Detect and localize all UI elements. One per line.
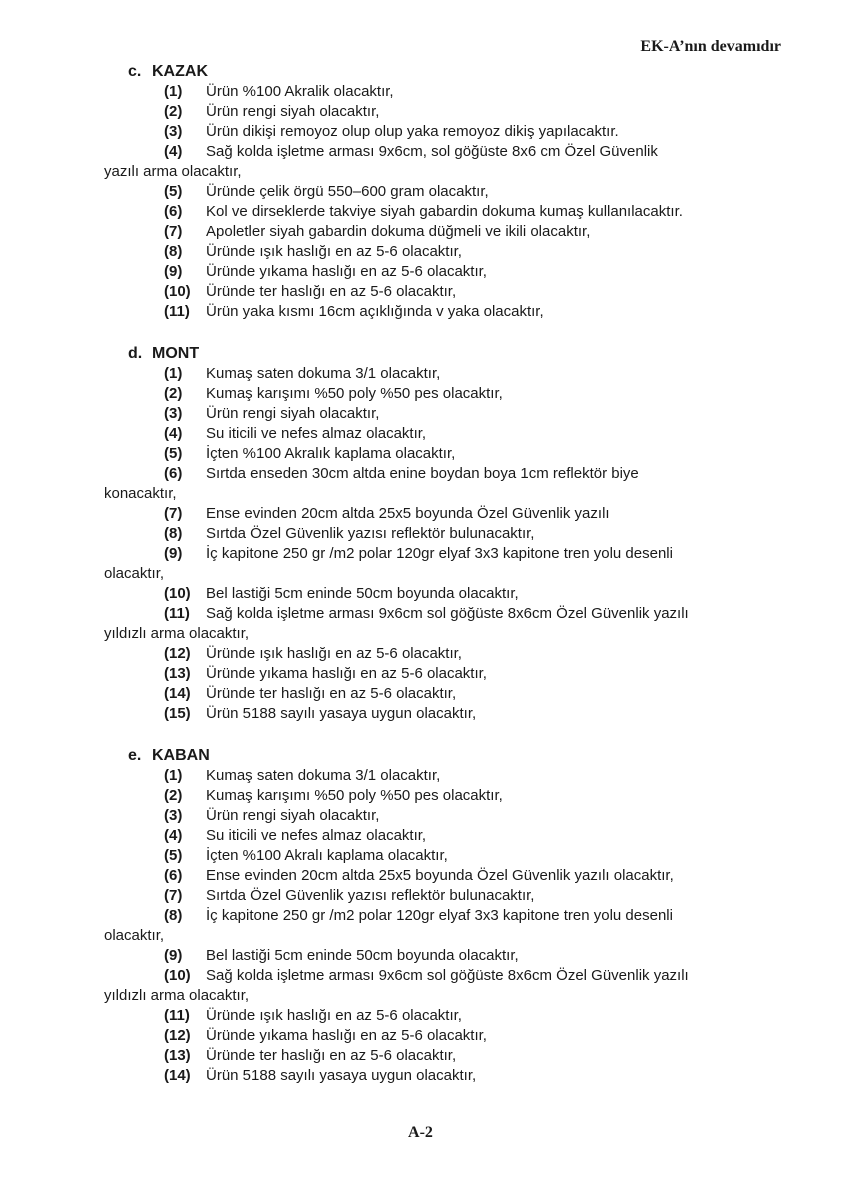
section-heading: KABAN bbox=[152, 747, 210, 764]
item-continuation: konacaktır, bbox=[104, 485, 177, 502]
page-number: A-2 bbox=[408, 1124, 433, 1141]
item-text: İçten %100 Akralık kaplama olacaktır, bbox=[206, 445, 456, 462]
item-number: (4) bbox=[164, 143, 183, 160]
item-text: Bel lastiği 5cm eninde 50cm boyunda olacaktır, bbox=[206, 585, 519, 602]
item-number: (5) bbox=[164, 183, 183, 200]
item-number: (3) bbox=[164, 123, 183, 140]
item-text: Bel lastiği 5cm eninde 50cm boyunda olacaktır, bbox=[206, 947, 519, 964]
item-text: Kumaş saten dokuma 3/1 olacaktır, bbox=[206, 767, 441, 784]
item-number: (9) bbox=[164, 263, 183, 280]
list-item bbox=[104, 604, 794, 644]
section-mont bbox=[104, 344, 794, 724]
list-item bbox=[104, 1006, 794, 1026]
item-text: Üründe ter haslığı en az 5-6 olacaktır, bbox=[206, 283, 457, 300]
section-letter: d. bbox=[128, 345, 143, 362]
list-item bbox=[104, 664, 794, 684]
item-number: (6) bbox=[164, 465, 183, 482]
item-number: (9) bbox=[164, 545, 183, 562]
item-number: (7) bbox=[164, 505, 183, 522]
item-text: Üründe yıkama haslığı en az 5-6 olacaktır, bbox=[206, 263, 487, 280]
item-number: (3) bbox=[164, 405, 183, 422]
item-number: (13) bbox=[164, 1047, 191, 1064]
page-header: EK-A’nın devamıdır bbox=[640, 38, 781, 55]
item-text: İçten %100 Akralı kaplama olacaktır, bbox=[206, 847, 448, 864]
document-body bbox=[104, 62, 794, 1108]
list-item bbox=[104, 966, 794, 1006]
list-item bbox=[104, 464, 794, 504]
item-number: (10) bbox=[164, 585, 191, 602]
item-number: (5) bbox=[164, 445, 183, 462]
section-heading: KAZAK bbox=[152, 63, 208, 80]
list-item bbox=[104, 142, 794, 182]
item-number: (10) bbox=[164, 967, 191, 984]
item-number: (6) bbox=[164, 867, 183, 884]
list-item bbox=[104, 282, 794, 302]
section-letter: c. bbox=[128, 63, 142, 80]
item-number: (9) bbox=[164, 947, 183, 964]
item-number: (3) bbox=[164, 807, 183, 824]
list-item bbox=[104, 1026, 794, 1046]
item-number: (1) bbox=[164, 767, 183, 784]
item-text: Ürün 5188 sayılı yasaya uygun olacaktır, bbox=[206, 1067, 477, 1084]
item-text: Üründe ter haslığı en az 5-6 olacaktır, bbox=[206, 1047, 457, 1064]
item-continuation: olacaktır, bbox=[104, 565, 165, 582]
list-item bbox=[104, 122, 794, 142]
item-number: (12) bbox=[164, 1027, 191, 1044]
list-item bbox=[104, 584, 794, 604]
item-continuation: yıldızlı arma olacaktır, bbox=[104, 625, 250, 642]
item-text: Üründe ter haslığı en az 5-6 olacaktır, bbox=[206, 685, 457, 702]
section-title bbox=[128, 62, 794, 82]
list-item bbox=[104, 202, 794, 222]
item-text: Kumaş karışımı %50 poly %50 pes olacaktır, bbox=[206, 385, 503, 402]
item-number: (13) bbox=[164, 665, 191, 682]
item-text: Üründe ışık haslığı en az 5-6 olacaktır, bbox=[206, 243, 462, 260]
list-item bbox=[104, 222, 794, 242]
item-number: (2) bbox=[164, 103, 183, 120]
item-number: (11) bbox=[164, 605, 190, 622]
item-number: (14) bbox=[164, 685, 191, 702]
list-item bbox=[104, 786, 794, 806]
item-text: Ürün rengi siyah olacaktır, bbox=[206, 807, 380, 824]
item-text: İç kapitone 250 gr /m2 polar 120gr elyaf 3x3 kapitone tren yolu desenli bbox=[206, 907, 673, 924]
item-text: Ense evinden 20cm altda 25x5 boyunda Özel Güvenlik yazılı bbox=[206, 505, 610, 522]
list-item bbox=[104, 544, 794, 584]
item-text: Ürün yaka kısmı 16cm açıklığında v yaka olacaktır, bbox=[206, 303, 544, 320]
item-number: (8) bbox=[164, 907, 183, 924]
item-text: Ürün dikişi remoyoz olup olup yaka remoyoz dikiş yapılacaktır. bbox=[206, 123, 619, 140]
item-text: Kumaş karışımı %50 poly %50 pes olacaktır, bbox=[206, 787, 503, 804]
item-text: Kol ve dirseklerde takviye siyah gabardin dokuma kumaş kullanılacaktır. bbox=[206, 203, 683, 220]
list-item bbox=[104, 262, 794, 282]
item-text: Sırtda Özel Güvenlik yazısı reflektör bulunacaktır, bbox=[206, 887, 535, 904]
list-item bbox=[104, 684, 794, 704]
list-item bbox=[104, 404, 794, 424]
item-number: (8) bbox=[164, 525, 183, 542]
item-text: Sırtda enseden 30cm altda enine boydan boya 1cm reflektör biye bbox=[206, 465, 639, 482]
item-number: (11) bbox=[164, 303, 190, 320]
item-text: Su iticili ve nefes almaz olacaktır, bbox=[206, 425, 427, 442]
item-text: Üründe ışık haslığı en az 5-6 olacaktır, bbox=[206, 645, 462, 662]
item-text: Üründe çelik örgü 550–600 gram olacaktır, bbox=[206, 183, 489, 200]
item-number: (12) bbox=[164, 645, 191, 662]
item-text: Su iticili ve nefes almaz olacaktır, bbox=[206, 827, 427, 844]
item-number: (5) bbox=[164, 847, 183, 864]
list-item bbox=[104, 102, 794, 122]
item-number: (2) bbox=[164, 385, 183, 402]
item-text: Ürün %100 Akralik olacaktır, bbox=[206, 83, 394, 100]
item-continuation: yazılı arma olacaktır, bbox=[104, 163, 242, 180]
section-title bbox=[128, 344, 794, 364]
item-text: İç kapitone 250 gr /m2 polar 120gr elyaf 3x3 kapitone tren yolu desenli bbox=[206, 545, 673, 562]
list-item bbox=[104, 806, 794, 826]
item-number: (15) bbox=[164, 705, 191, 722]
list-item bbox=[104, 242, 794, 262]
item-number: (7) bbox=[164, 887, 183, 904]
list-item bbox=[104, 444, 794, 464]
list-item bbox=[104, 866, 794, 886]
item-text: Sağ kolda işletme arması 9x6cm sol göğüste 8x6cm Özel Güvenlik yazılı bbox=[206, 605, 689, 622]
list-item bbox=[104, 766, 794, 786]
item-text: Ürün 5188 sayılı yasaya uygun olacaktır, bbox=[206, 705, 477, 722]
item-number: (2) bbox=[164, 787, 183, 804]
item-text: Üründe yıkama haslığı en az 5-6 olacaktır, bbox=[206, 1027, 487, 1044]
list-item bbox=[104, 1046, 794, 1066]
section-heading: MONT bbox=[152, 345, 200, 362]
list-item bbox=[104, 302, 794, 322]
list-item bbox=[104, 364, 794, 384]
item-number: (4) bbox=[164, 425, 183, 442]
item-number: (7) bbox=[164, 223, 183, 240]
item-text: Sırtda Özel Güvenlik yazısı reflektör bulunacaktır, bbox=[206, 525, 535, 542]
item-text: Ürün rengi siyah olacaktır, bbox=[206, 103, 380, 120]
section-kazak bbox=[104, 62, 794, 322]
list-item bbox=[104, 906, 794, 946]
list-item bbox=[104, 182, 794, 202]
item-text: Üründe ışık haslığı en az 5-6 olacaktır, bbox=[206, 1007, 462, 1024]
list-item bbox=[104, 424, 794, 444]
list-item bbox=[104, 704, 794, 724]
list-item bbox=[104, 1066, 794, 1086]
list-item bbox=[104, 846, 794, 866]
item-number: (1) bbox=[164, 83, 183, 100]
item-text: Apoletler siyah gabardin dokuma düğmeli ve ikili olacaktır, bbox=[206, 223, 591, 240]
item-continuation: yıldızlı arma olacaktır, bbox=[104, 987, 250, 1004]
item-text: Kumaş saten dokuma 3/1 olacaktır, bbox=[206, 365, 441, 382]
item-text: Ürün rengi siyah olacaktır, bbox=[206, 405, 380, 422]
list-item bbox=[104, 886, 794, 906]
item-number: (8) bbox=[164, 243, 183, 260]
list-item bbox=[104, 504, 794, 524]
item-number: (6) bbox=[164, 203, 183, 220]
list-item bbox=[104, 946, 794, 966]
item-number: (14) bbox=[164, 1067, 191, 1084]
section-title bbox=[128, 746, 794, 766]
list-item bbox=[104, 826, 794, 846]
item-text: Sağ kolda işletme arması 9x6cm sol göğüste 8x6cm Özel Güvenlik yazılı bbox=[206, 967, 689, 984]
item-number: (11) bbox=[164, 1007, 190, 1024]
list-item bbox=[104, 644, 794, 664]
list-item bbox=[104, 384, 794, 404]
item-continuation: olacaktır, bbox=[104, 927, 165, 944]
item-number: (1) bbox=[164, 365, 183, 382]
item-text: Ense evinden 20cm altda 25x5 boyunda Özel Güvenlik yazılı olacaktır, bbox=[206, 867, 674, 884]
item-text: Sağ kolda işletme arması 9x6cm, sol göğüste 8x6 cm Özel Güvenlik bbox=[206, 143, 658, 160]
section-letter: e. bbox=[128, 747, 142, 764]
item-number: (4) bbox=[164, 827, 183, 844]
section-kaban bbox=[104, 746, 794, 1086]
item-number: (10) bbox=[164, 283, 191, 300]
list-item bbox=[104, 82, 794, 102]
list-item bbox=[104, 524, 794, 544]
item-text: Üründe yıkama haslığı en az 5-6 olacaktır, bbox=[206, 665, 487, 682]
